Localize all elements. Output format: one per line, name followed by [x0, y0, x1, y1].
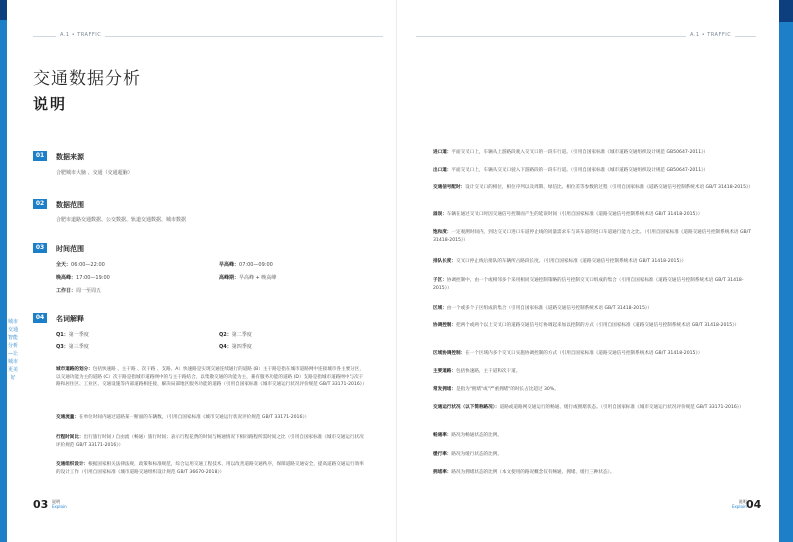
term-item: Q4：第四季度	[219, 344, 252, 350]
left-header-label: A.1 • TRAFFIC	[56, 32, 105, 38]
section-number: 03	[33, 243, 47, 253]
section-title: 数据范围	[56, 201, 84, 209]
term-item: Q1：第一季度	[56, 332, 89, 338]
page-number: 03	[33, 498, 49, 511]
definition-paragraph: 行程时间比：出行旅行时间 / 自由流（畅通）旅行时间；表示行程花费的时间与畅通情况下相同路程所需时间之比（引用自国家标准《城市交通运行状况评价规范 GB/T 33171-2016》）	[56, 435, 364, 448]
page-fold	[396, 0, 397, 542]
time-range-item: 早高峰：07:00—09:00	[219, 262, 273, 268]
term-item: Q3：第三季度	[56, 344, 89, 350]
page-subtitle: 说明	[33, 95, 68, 113]
time-range-item: 高峰期：早高峰 + 晚高峰	[219, 275, 277, 281]
section-number: 02	[33, 199, 47, 209]
time-range-item: 工作日：周一至周五	[56, 288, 102, 294]
definition-paragraph: 交通信号配时：设计交叉口的相位，相位序列以及周期、绿信比、相位差等参数的过程（引用自国家标准《道路交通信号控制系统术语 GB/T 31418-2015》）	[433, 185, 753, 190]
definition-paragraph: 交通运行状况（以下简称路况）：道路或道路网交通运行的畅通、缓行或拥堵状态。（引用自国家标准《城市交通运行状况评价规范 GB/T 33171-2016》）	[433, 405, 744, 410]
right-side-strip	[779, 0, 793, 542]
definition-paragraph: 拥堵率：路况为拥堵状态的比例（本文使用的路况概念仅有畅通、拥堵、缓行三种状态）。	[433, 470, 615, 475]
definition-paragraph: 子区：协调控制中，由一个或相邻多个采用相同交通控制策略的信号控制交叉口组成的集合（引用自国家标准《道路交通信号控制系统术语 GB/T 31418-2015》）	[433, 278, 744, 291]
section-number: 01	[33, 151, 47, 161]
definition-paragraph: 主要道路：包括快速路，主干道和次干道。	[433, 369, 521, 374]
definition-paragraph: 常发拥堵：是指为"拥堵"或"严重拥堵"的时长占比超过 30%。	[433, 387, 559, 392]
definition-paragraph: 区域：由一个或多个子区组成的集合（引用自国家标准《道路交通信号控制系统术语 GB/T 31418-2015》）	[433, 306, 652, 311]
section-text: 合肥城市大脑 、交通（交通超脑）	[56, 170, 133, 176]
definition-paragraph: 区域协调控制：在一个区域内多个交叉口实施协调控制的方式（引用自国家标准《道路交通信号控制系统术语 GB/T 31418-2015》）	[433, 351, 703, 356]
definition-paragraph: 协调控制：把两个或两个以上交叉口的道路交通信号灯协调起来加以控制的方式（引用自国家标准《道路交通信号控制系统术语 GB/T 31418-2015》）	[433, 323, 740, 328]
page-title: 交通数据分析	[33, 69, 141, 89]
section-title: 时间范围	[56, 245, 84, 253]
section-title: 数据来源	[56, 153, 84, 161]
right-header-label: A.1 • TRAFFIC	[686, 32, 735, 38]
section-text: 合肥市道路交通数据、公交数据、轨道交通数据、城市数据	[56, 217, 187, 223]
page-footer-label: 说明 Explain	[52, 499, 67, 509]
right-page	[397, 0, 793, 542]
definition-paragraph: 城市道路的划分：包括快速路 、主干路 、次干路 、支路。A）快速路是实现交通连续通行的道路 (B）主干路是指在城市道路网中连接城市各主要分区，以交通功能为主的道路 (C）次干路是指城市道路网中的与主干路结合，以集散交通的功能为主，兼有服务功能的道路 (D）支路是指城市道路网中与次干路和居住区、工业区、交通设施等内部道路相连接，解决局部地区服务功能的道路（引用自国家标准《城市交通运行状况评价规范 GB/T 33171-2016》）	[56, 367, 367, 388]
definition-paragraph: 交通组织设计：根据国家相关法律法规，政策和标准规范，综合运用交通工程技术，用以改善道路交通秩序，保障道路交通安全，提高道路交通运行效率的设计工作（引用自国家标准《城市道路交通组织设计规范 GB/T 36670-2018》）	[56, 462, 364, 475]
definition-paragraph: 饱和度：一定观测时间内，到达交叉口进口车道停止线的同量需求车与该车道的进口车道通行能力之比。（引用自国家标准《道路交通信号控制系统术语 GB/T 31418-2015》）	[433, 230, 752, 243]
definition-paragraph: 出口道：平面交叉口上，车辆从交叉口驶入下游路段的一段车行道。（引用自国家标准《城市道路交通组织设计规范 GB50647-2011》）	[433, 168, 709, 173]
left-side-text: 城市交通智能分析—让城市更美好	[8, 319, 19, 381]
definition-paragraph: 溢误：车辆在通过交叉口时因交通信号控制而产生的延误时间（引用自国家标准《道路交通信号控制系统术语 GB/T 31418-2015》）	[433, 212, 703, 217]
section-title: 名词解释	[56, 315, 84, 323]
right-side-text: CREATE A BETTER CITY WITH AI	[771, 300, 776, 400]
definition-paragraph: 排队长度：交叉口停止线后排队的车辆所占路段长度。（引用自国家标准《道路交通信号控制系统术语 GB/T 31418-2015》）	[433, 259, 687, 264]
page-footer-label: 说明 Explain	[732, 499, 747, 509]
section-number: 04	[33, 313, 47, 323]
definition-paragraph: 交通流量：在单位时间内通过道路某一断面的车辆数。（引用自国家标准《城市交通运行状况评价规范 GB/T 33171-2016》）	[56, 415, 310, 420]
time-range-item: 晚高峰：17:00—19:00	[56, 275, 110, 281]
definition-paragraph: 畅通率：路况为畅通状态的比例。	[433, 433, 502, 438]
page-number: 04	[746, 498, 762, 511]
definition-paragraph: 缓行率：路况为缓行状态的比例。	[433, 452, 502, 457]
definition-paragraph: 进口道：平面交叉口上，车辆从上游路段驶入交叉口的一段车行道。（引用自国家标准《城市道路交通组织设计规范 GB50647-2011》）	[433, 150, 709, 155]
time-range-item: 全天：06:00—22:00	[56, 262, 105, 268]
left-side-strip	[0, 0, 7, 542]
term-item: Q2：第二季度	[219, 332, 252, 338]
